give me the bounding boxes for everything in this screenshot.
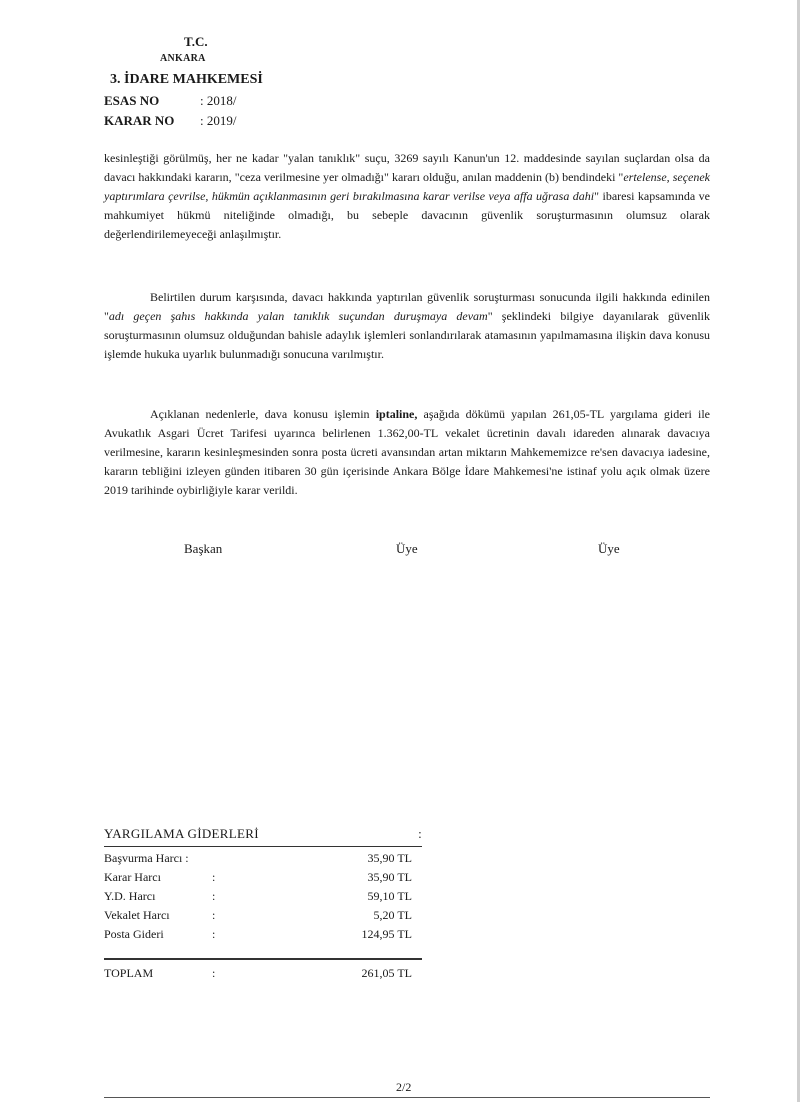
header-city: ANKARA xyxy=(160,53,206,64)
costs-row-amount: 35,90 TL xyxy=(367,870,412,884)
costs-title-text: YARGILAMA GİDERLERİ xyxy=(104,826,259,841)
costs-total-label: TOPLAM xyxy=(104,966,154,980)
costs-row-label: Y.D. Harcı xyxy=(104,889,156,903)
costs-table xyxy=(104,826,422,983)
costs-row xyxy=(104,887,422,906)
signature-member-1: Üye xyxy=(396,541,418,556)
costs-title xyxy=(104,826,422,846)
signature-president: Başkan xyxy=(184,541,223,556)
esas-no-line xyxy=(104,93,237,109)
costs-row-sep: : xyxy=(212,870,216,884)
paragraph-2-quote: adı geçen şahıs hakkında yalan tanıklık suçundan duruşmaya devam xyxy=(108,309,488,323)
costs-row-amount: 59,10 TL xyxy=(367,889,412,903)
paragraph-1-text-a: kesinleştiği görülmüş, her ne kadar "yalan tanıklık" suçu, 3269 sayılı Kanun'un 12. maddesinde sayılan suçlardan olsa da davacı hakkındaki kararın, "ceza verilmesine yer olmadığı" kararı olduğu, anılan maddenin (b) bendindeki " xyxy=(104,151,710,184)
paragraph-1-quote: ertelense, seçenek yaptırımlara çevrilse, hükmün açıklanmasının geri bırakılmasına karar verilse veya affa uğrasa dahi xyxy=(104,170,710,203)
paragraph-2 xyxy=(104,288,710,364)
karar-no-line xyxy=(104,113,237,129)
header-tc: T.C. xyxy=(184,34,208,49)
costs-row-sep: : xyxy=(212,908,216,922)
paragraph-2-text-b: " şeklindeki bilgiye dayanılarak güvenlik soruşturmasının olumsuz olduğundan bahisle adaylık işlemleri sonlandırılarak atamasının yapılmamasına ilişkin dava konusu işlemde hukuka uyarlık bulunmadığı sonucuna varılmıştır. xyxy=(104,309,710,361)
esas-no-value: : 2018/ xyxy=(200,93,237,108)
costs-row xyxy=(104,906,422,925)
costs-title-colon: : xyxy=(418,826,422,841)
page-number: 2/2 xyxy=(396,1080,412,1094)
costs-total-sep: : xyxy=(212,966,216,980)
costs-row xyxy=(104,868,422,887)
costs-row-sep: : xyxy=(212,927,216,941)
paragraph-1 xyxy=(104,149,710,244)
costs-row-label: Vekalet Harcı xyxy=(104,908,170,922)
esas-no-label: ESAS NO xyxy=(104,93,160,108)
costs-row-sep: : xyxy=(212,889,216,903)
footer-rule xyxy=(104,1097,710,1098)
costs-rows xyxy=(104,847,422,958)
costs-row-amount: 35,90 TL xyxy=(367,851,412,865)
costs-row-label: Posta Gideri xyxy=(104,927,164,941)
costs-row-amount: 124,95 TL xyxy=(361,927,412,941)
karar-no-label: KARAR NO xyxy=(104,113,175,128)
paragraph-3-bold: iptaline, xyxy=(375,407,418,421)
costs-total-amount: 261,05 TL xyxy=(361,966,412,980)
paragraph-1-text-b: " ibaresi kapsamında ve mahkumiyet hükmü niteliğinde olmadığı, bu sebeple davacının güvenlik soruşturmasının olumsuz olarak değerlendirilemeyeceği anlaşılmıştır. xyxy=(104,189,710,241)
paragraph-3-text-a: Açıklanan nedenlerle, dava konusu işlemin xyxy=(150,407,376,421)
costs-row-amount: 5,20 TL xyxy=(373,908,412,922)
costs-row-label: Başvurma Harcı : xyxy=(104,851,189,865)
paragraph-3-text-b: aşağıda dökümü yapılan 261,05-TL yargılama gideri ile Avukatlık Asgari Ücret Tarifesi uyarınca belirlenen 1.362,00-TL vekalet ücretinin davalı idareden alınarak davacıya verilmesine, kararın kesinleşmesinden sonra posta ücreti avansından artan miktarın Mahkememizce re'sen davacıya iadesine, kararın tebliğini izleyen günden itibaren 30 gün içerisinde Ankara Bölge İdare Mahkemesi'ne istinaf yolu açık olmak üzere 2019 tarihinde oybirliğiyle karar verildi. xyxy=(104,407,710,497)
costs-row xyxy=(104,925,422,944)
costs-row xyxy=(104,849,422,868)
court-name: 3. İDARE MAHKEMESİ xyxy=(110,72,263,87)
paragraph-2-text-a: Belirtilen durum karşısında, davacı hakkında yaptırılan güvenlik soruşturması sonucunda ilgili hakkında edinilen " xyxy=(104,290,710,323)
karar-no-value: : 2019/ xyxy=(200,113,237,128)
signature-member-2: Üye xyxy=(598,541,620,556)
paragraph-3 xyxy=(104,405,710,500)
costs-total-row xyxy=(104,960,422,983)
costs-row-label: Karar Harcı xyxy=(104,870,161,884)
